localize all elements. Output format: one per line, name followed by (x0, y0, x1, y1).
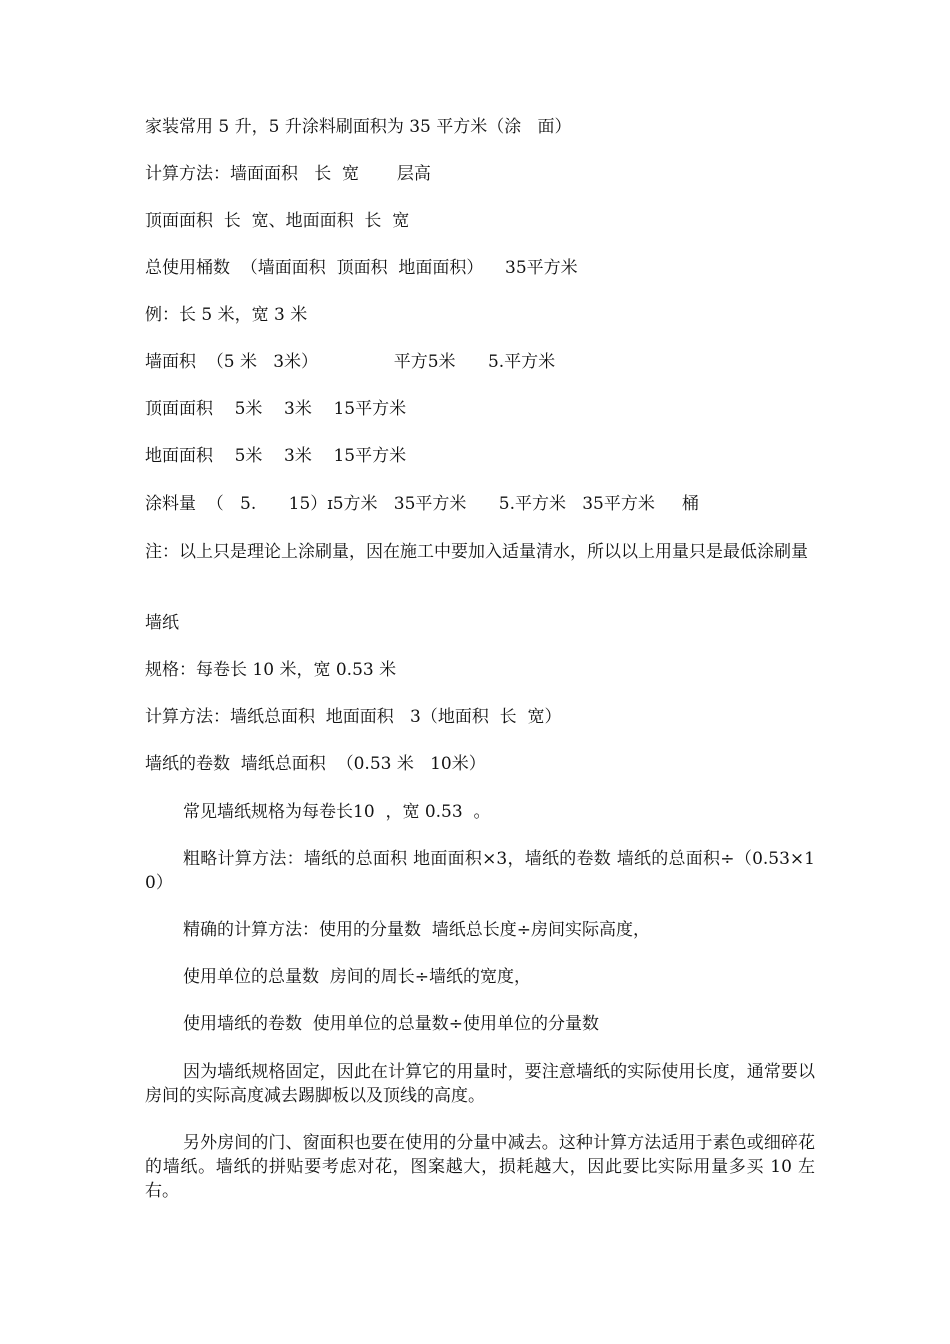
paint-spec-line: 家装常用 5 升，5 升涂料刷面积为 35 平方米（涂 面） (145, 117, 572, 137)
ceiling-floor-area-line: 顶面面积 长 宽、地面面积 长 宽 (145, 211, 410, 231)
rolls-used-line: 使用墙纸的卷数 使用单位的总量数÷使用单位的分量数 (183, 1014, 600, 1034)
wall-area-line: 墙面积 （5 米 3米） 平方5米 5.平方米 (145, 352, 556, 372)
wallpaper-rolls-line: 墙纸的卷数 墙纸总面积 （0.53 米 10米） (145, 754, 486, 774)
unit-total-line: 使用单位的总量数 房间的周长÷墙纸的宽度， (183, 967, 532, 987)
wallpaper-heading: 墙纸 (145, 613, 179, 633)
paint-method-line: 计算方法：墙面面积 长 宽 层高 (145, 164, 431, 184)
fixed-spec-paragraph: 因为墙纸规格固定，因此在计算它的用量时，要注意墙纸的实际使用长度，通常要以房间的实际高度减去踢脚板以及顶线的高度。 (145, 1062, 815, 1106)
ceiling-area-line: 顶面面积 5米 3米 15平方米 (145, 399, 407, 419)
paint-note: 注：以上只是理论上涂刷量，因在施工中要加入适量清水，所以以上用量只是最低涂刷量 (145, 542, 808, 562)
rough-method-paragraph: 粗略计算方法：墙纸的总面积 地面面积×3，墙纸的卷数 墙纸的总面积÷（0.53×10） (145, 849, 815, 893)
floor-area-line: 地面面积 5米 3米 15平方米 (145, 446, 407, 466)
total-buckets-line: 总使用桶数 （墙面面积 顶面积 地面面积） 35平方米 (145, 258, 578, 278)
common-spec-line: 常见墙纸规格为每卷长10 ，宽 0.53 。 (183, 802, 491, 822)
wallpaper-method-line: 计算方法：墙纸总面积 地面面积 3（地面积 长 宽） (145, 707, 562, 727)
paint-amount-line: 涂料量 （ 5. 15）ɪ5方米 35平方米 5.平方米 35平方米 桶 (145, 494, 699, 514)
precise-method-line: 精确的计算方法：使用的分量数 墙纸总长度÷房间实际高度， (183, 920, 651, 940)
example-line: 例：长 5 米，宽 3 米 (145, 305, 308, 325)
doors-windows-paragraph: 另外房间的门、窗面积也要在使用的分量中减去。这种计算方法适用于素色或细碎花的墙纸。墙纸的拼贴要考虑对花，图案越大，损耗越大，因此要比实际用量多买 10 左右。 (145, 1133, 815, 1201)
wallpaper-spec-line: 规格：每卷长 10 米，宽 0.53 米 (145, 660, 397, 680)
